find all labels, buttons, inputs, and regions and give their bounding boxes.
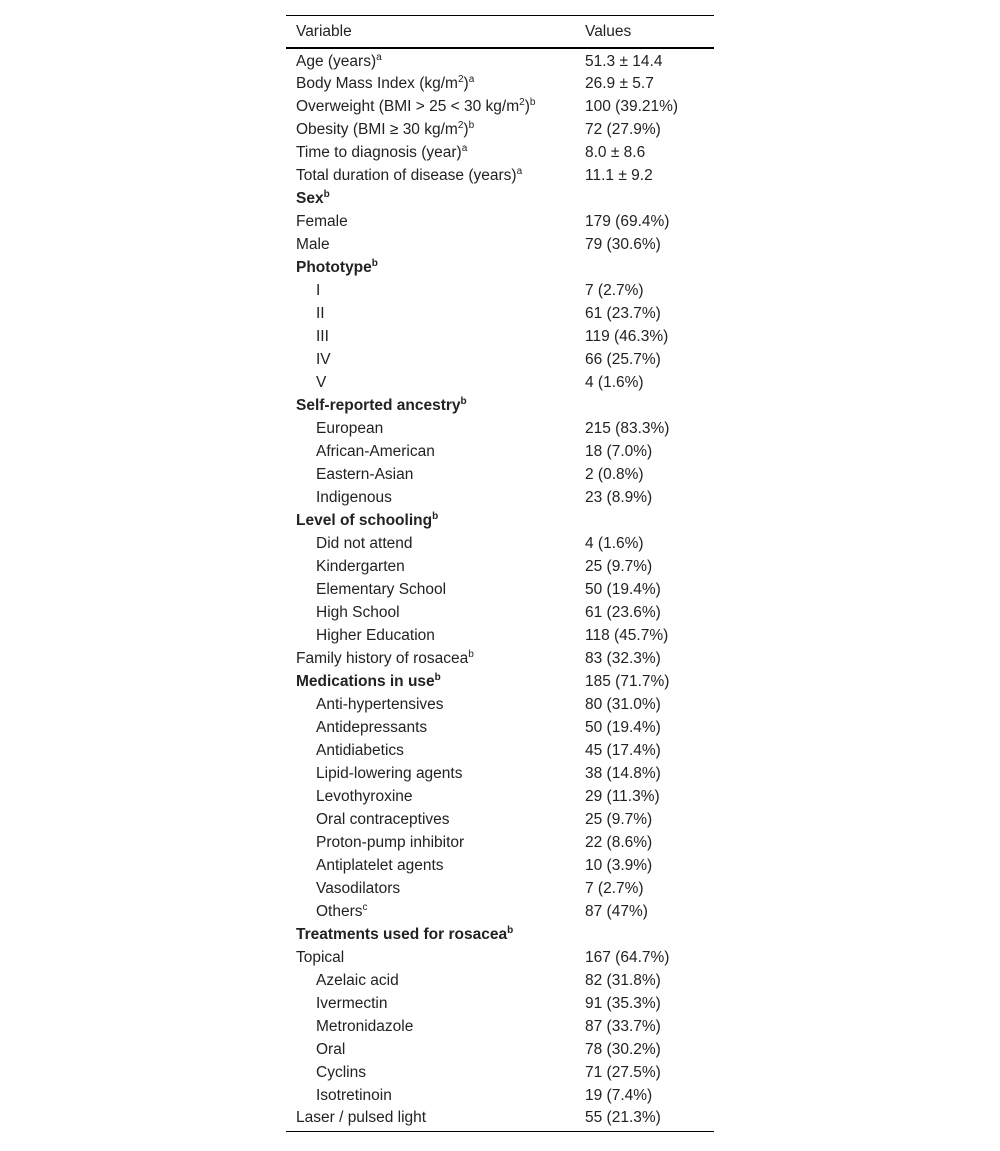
variable-label: Elementary School xyxy=(316,581,447,598)
row-variable-cell xyxy=(286,486,585,509)
row-variable-cell xyxy=(286,394,585,417)
row-variable-cell xyxy=(286,440,585,463)
row-value-cell: 50 (19.4%) xyxy=(585,719,661,736)
footnote-marker: b xyxy=(371,258,378,269)
row-variable-cell xyxy=(286,417,585,440)
table-row xyxy=(286,1107,714,1132)
table-row xyxy=(286,1038,714,1061)
row-variable-cell xyxy=(286,739,585,762)
row-value-cell: 45 (17.4%) xyxy=(585,742,661,759)
row-value-cell: 79 (30.6%) xyxy=(585,236,661,253)
footnote-marker: b xyxy=(432,511,439,522)
variable-label: Lipid-lowering agents xyxy=(316,765,463,782)
variable-label: Oral xyxy=(316,1041,346,1058)
variable-label: Antiplatelet agents xyxy=(316,857,444,874)
unit-exponent: 2 xyxy=(457,120,464,131)
row-variable-cell xyxy=(286,302,585,325)
footnote-marker: b xyxy=(434,672,441,683)
variable-label: I xyxy=(316,282,321,299)
row-value-cell: 61 (23.7%) xyxy=(585,305,661,322)
variable-label: Levothyroxine xyxy=(316,788,413,805)
table-row xyxy=(286,969,714,992)
column-header-variable: Variable xyxy=(296,22,352,40)
table-row xyxy=(286,210,714,233)
row-variable-cell xyxy=(286,900,585,923)
row-value-cell: 82 (31.8%) xyxy=(585,972,661,989)
table-row xyxy=(286,486,714,509)
table-row xyxy=(286,187,714,210)
variable-label: Medications in use xyxy=(296,673,435,690)
variable-label: Sex xyxy=(296,190,324,207)
variable-label: Eastern-Asian xyxy=(316,466,414,483)
footnote-marker: b xyxy=(507,925,514,936)
row-variable-cell xyxy=(286,808,585,831)
row-variable-cell xyxy=(286,141,585,164)
row-variable-cell xyxy=(286,762,585,785)
row-variable-cell xyxy=(286,877,585,900)
row-variable-cell xyxy=(286,647,585,670)
table-row xyxy=(286,371,714,394)
table-row xyxy=(286,854,714,877)
column-header-values: Values xyxy=(585,22,632,40)
table-row xyxy=(286,325,714,348)
row-value-cell: 18 (7.0%) xyxy=(585,443,653,460)
table-row xyxy=(286,900,714,923)
row-value-cell: 4 (1.6%) xyxy=(585,374,644,391)
row-value-cell: 100 (39.21%) xyxy=(585,98,679,115)
row-variable-cell xyxy=(286,1015,585,1038)
table-row xyxy=(286,992,714,1015)
variable-label-suffix: ) xyxy=(463,121,469,138)
row-variable-cell xyxy=(286,601,585,624)
footnote-marker: a xyxy=(376,52,382,63)
table-row xyxy=(286,670,714,693)
variable-label: Antidepressants xyxy=(316,719,428,736)
row-variable-cell xyxy=(286,1061,585,1084)
table-row xyxy=(286,279,714,302)
row-value-cell: 119 (46.3%) xyxy=(585,328,669,345)
row-variable-cell xyxy=(286,992,585,1015)
row-variable-cell xyxy=(286,371,585,394)
row-value-cell: 29 (11.3%) xyxy=(585,788,660,805)
table-row xyxy=(286,647,714,670)
row-variable-cell xyxy=(286,555,585,578)
row-variable-cell xyxy=(286,348,585,371)
table-row xyxy=(286,233,714,256)
variable-label: Topical xyxy=(296,949,345,966)
variable-label: IV xyxy=(316,351,331,368)
table-row xyxy=(286,1015,714,1038)
variable-label: Treatments used for rosacea xyxy=(296,926,508,943)
variable-label: Male xyxy=(296,236,330,253)
row-variable-cell xyxy=(286,969,585,992)
row-value-cell: 19 (7.4%) xyxy=(585,1087,653,1104)
table-row xyxy=(286,95,714,118)
row-value-cell: 25 (9.7%) xyxy=(585,811,653,828)
footnote-marker: a xyxy=(516,166,523,177)
variable-label: Laser / pulsed light xyxy=(296,1109,427,1126)
table-row xyxy=(286,578,714,601)
table-row xyxy=(286,601,714,624)
table-row xyxy=(286,394,714,417)
variable-label: Time to diagnosis (year) xyxy=(296,144,462,161)
row-variable-cell xyxy=(286,256,585,279)
row-variable-cell xyxy=(286,1038,585,1061)
variable-label: Azelaic acid xyxy=(316,972,399,989)
row-variable-cell xyxy=(286,233,585,256)
variable-label: Age (years) xyxy=(296,53,377,70)
footnote-marker: b xyxy=(529,97,536,108)
row-variable-cell xyxy=(286,325,585,348)
table-row xyxy=(286,164,714,187)
row-value-cell: 26.9 ± 5.7 xyxy=(585,75,654,92)
variable-label: African-American xyxy=(316,443,435,460)
variable-label: Self-reported ancestry xyxy=(296,397,461,414)
variable-label: Did not attend xyxy=(316,535,413,552)
table-row xyxy=(286,877,714,900)
row-variable-cell xyxy=(286,624,585,647)
row-variable-cell xyxy=(286,95,585,118)
variable-label: Antidiabetics xyxy=(316,742,404,759)
table-row xyxy=(286,785,714,808)
row-value-cell: 80 (31.0%) xyxy=(585,696,661,713)
row-value-cell: 78 (30.2%) xyxy=(585,1041,661,1058)
table-row xyxy=(286,417,714,440)
row-variable-cell xyxy=(286,1107,585,1132)
row-variable-cell xyxy=(286,210,585,233)
row-variable-cell xyxy=(286,118,585,141)
table-row xyxy=(286,739,714,762)
variable-label: European xyxy=(316,420,384,437)
table-row xyxy=(286,762,714,785)
row-variable-cell xyxy=(286,923,585,946)
footnote-marker: a xyxy=(461,143,468,154)
row-value-cell: 38 (14.8%) xyxy=(585,765,661,782)
row-value-cell: 10 (3.9%) xyxy=(585,857,653,874)
row-value-cell: 87 (33.7%) xyxy=(585,1018,661,1035)
row-value-cell: 7 (2.7%) xyxy=(585,282,644,299)
row-value-cell: 25 (9.7%) xyxy=(585,558,653,575)
row-value-cell: 2 (0.8%) xyxy=(585,466,644,483)
variable-label: Vasodilators xyxy=(316,880,401,897)
row-variable-cell xyxy=(286,463,585,486)
variable-label-suffix: ) xyxy=(524,98,530,115)
row-variable-cell xyxy=(286,578,585,601)
variable-label: III xyxy=(316,328,329,345)
row-variable-cell xyxy=(286,187,585,210)
row-variable-cell xyxy=(286,831,585,854)
variable-label: Phototype xyxy=(296,259,372,276)
table-row xyxy=(286,348,714,371)
table-row xyxy=(286,72,714,95)
row-value-cell: 91 (35.3%) xyxy=(585,995,661,1012)
unit-exponent: 2 xyxy=(519,97,525,108)
row-variable-cell xyxy=(286,164,585,187)
table-row xyxy=(286,808,714,831)
table-row xyxy=(286,532,714,555)
row-value-cell: 23 (8.9%) xyxy=(585,489,653,506)
data-table-container xyxy=(286,15,714,1132)
row-value-cell: 71 (27.5%) xyxy=(585,1064,661,1081)
variable-label: Metronidazole xyxy=(316,1018,414,1035)
row-value-cell xyxy=(585,394,714,417)
table-row xyxy=(286,463,714,486)
variable-label: Cyclins xyxy=(316,1064,366,1081)
row-value-cell: 11.1 ± 9.2 xyxy=(585,167,653,184)
row-variable-cell xyxy=(286,509,585,532)
footnote-marker: b xyxy=(468,649,474,660)
table-row xyxy=(286,831,714,854)
row-variable-cell xyxy=(286,693,585,716)
variable-label: Total duration of disease (years) xyxy=(296,167,517,184)
row-value-cell: 118 (45.7%) xyxy=(585,627,669,644)
variable-label: High School xyxy=(316,604,400,621)
row-value-cell xyxy=(585,256,714,279)
table-row xyxy=(286,302,714,325)
variable-label: II xyxy=(316,305,325,322)
table-row xyxy=(286,1084,714,1107)
row-value-cell: 7 (2.7%) xyxy=(585,880,644,897)
row-variable-cell xyxy=(286,279,585,302)
table-header xyxy=(286,16,714,49)
variable-label: Level of schooling xyxy=(296,512,433,529)
row-value-cell: 22 (8.6%) xyxy=(585,834,653,851)
table-body xyxy=(286,48,714,1132)
row-variable-cell xyxy=(286,854,585,877)
row-value-cell: 61 (23.6%) xyxy=(585,604,661,621)
table-row xyxy=(286,141,714,164)
row-value-cell xyxy=(585,509,714,532)
footnote-marker: a xyxy=(468,74,475,85)
row-value-cell: 66 (25.7%) xyxy=(585,351,661,368)
row-variable-cell xyxy=(286,716,585,739)
variable-label: Obesity (BMI ≥ 30 kg/m xyxy=(296,121,458,138)
table-row xyxy=(286,509,714,532)
row-variable-cell xyxy=(286,48,585,72)
table-row xyxy=(286,555,714,578)
variable-label: Higher Education xyxy=(316,627,435,644)
variable-label: V xyxy=(316,374,327,391)
table-row xyxy=(286,440,714,463)
variable-label: Others xyxy=(316,903,363,920)
variable-label: Indigenous xyxy=(316,489,392,506)
variable-label: Family history of rosacea xyxy=(296,650,469,667)
variable-label: Kindergarten xyxy=(316,558,405,575)
row-value-cell xyxy=(585,923,714,946)
table-row xyxy=(286,923,714,946)
table-row xyxy=(286,118,714,141)
variable-label: Oral contraceptives xyxy=(316,811,450,828)
row-value-cell: 51.3 ± 14.4 xyxy=(585,53,663,70)
table-row xyxy=(286,1061,714,1084)
row-variable-cell xyxy=(286,532,585,555)
row-value-cell xyxy=(585,187,714,210)
footnote-marker: b xyxy=(323,189,330,200)
variable-label: Body Mass Index (kg/m xyxy=(296,75,458,92)
table-row xyxy=(286,624,714,647)
variable-label: Female xyxy=(296,213,348,230)
row-value-cell: 185 (71.7%) xyxy=(585,673,670,690)
variable-label: Proton-pump inhibitor xyxy=(316,834,465,851)
row-variable-cell xyxy=(286,670,585,693)
footnote-marker: c xyxy=(362,902,368,913)
characteristics-table xyxy=(286,15,714,1132)
table-row xyxy=(286,693,714,716)
header-row xyxy=(286,16,714,49)
row-value-cell: 8.0 ± 8.6 xyxy=(585,144,646,161)
row-variable-cell xyxy=(286,785,585,808)
footnote-marker: b xyxy=(468,120,475,131)
row-value-cell: 83 (32.3%) xyxy=(585,650,661,667)
variable-label: Overweight (BMI > 25 < 30 kg/m xyxy=(296,98,520,115)
variable-label: Ivermectin xyxy=(316,995,388,1012)
table-row xyxy=(286,256,714,279)
row-value-cell: 179 (69.4%) xyxy=(585,213,670,230)
row-value-cell: 72 (27.9%) xyxy=(585,121,661,138)
variable-label-suffix: ) xyxy=(463,75,469,92)
row-value-cell: 215 (83.3%) xyxy=(585,420,670,437)
row-value-cell: 87 (47%) xyxy=(585,903,648,920)
row-value-cell: 50 (19.4%) xyxy=(585,581,661,598)
table-row xyxy=(286,716,714,739)
row-value-cell: 167 (64.7%) xyxy=(585,949,670,966)
row-variable-cell xyxy=(286,946,585,969)
footnote-marker: b xyxy=(460,396,467,407)
row-value-cell: 4 (1.6%) xyxy=(585,535,644,552)
row-variable-cell xyxy=(286,72,585,95)
unit-exponent: 2 xyxy=(457,74,464,85)
variable-label: Isotretinoin xyxy=(316,1087,392,1104)
variable-label: Anti-hypertensives xyxy=(316,696,444,713)
row-variable-cell xyxy=(286,1084,585,1107)
table-row xyxy=(286,946,714,969)
row-value-cell: 55 (21.3%) xyxy=(585,1109,661,1126)
table-row xyxy=(286,48,714,72)
